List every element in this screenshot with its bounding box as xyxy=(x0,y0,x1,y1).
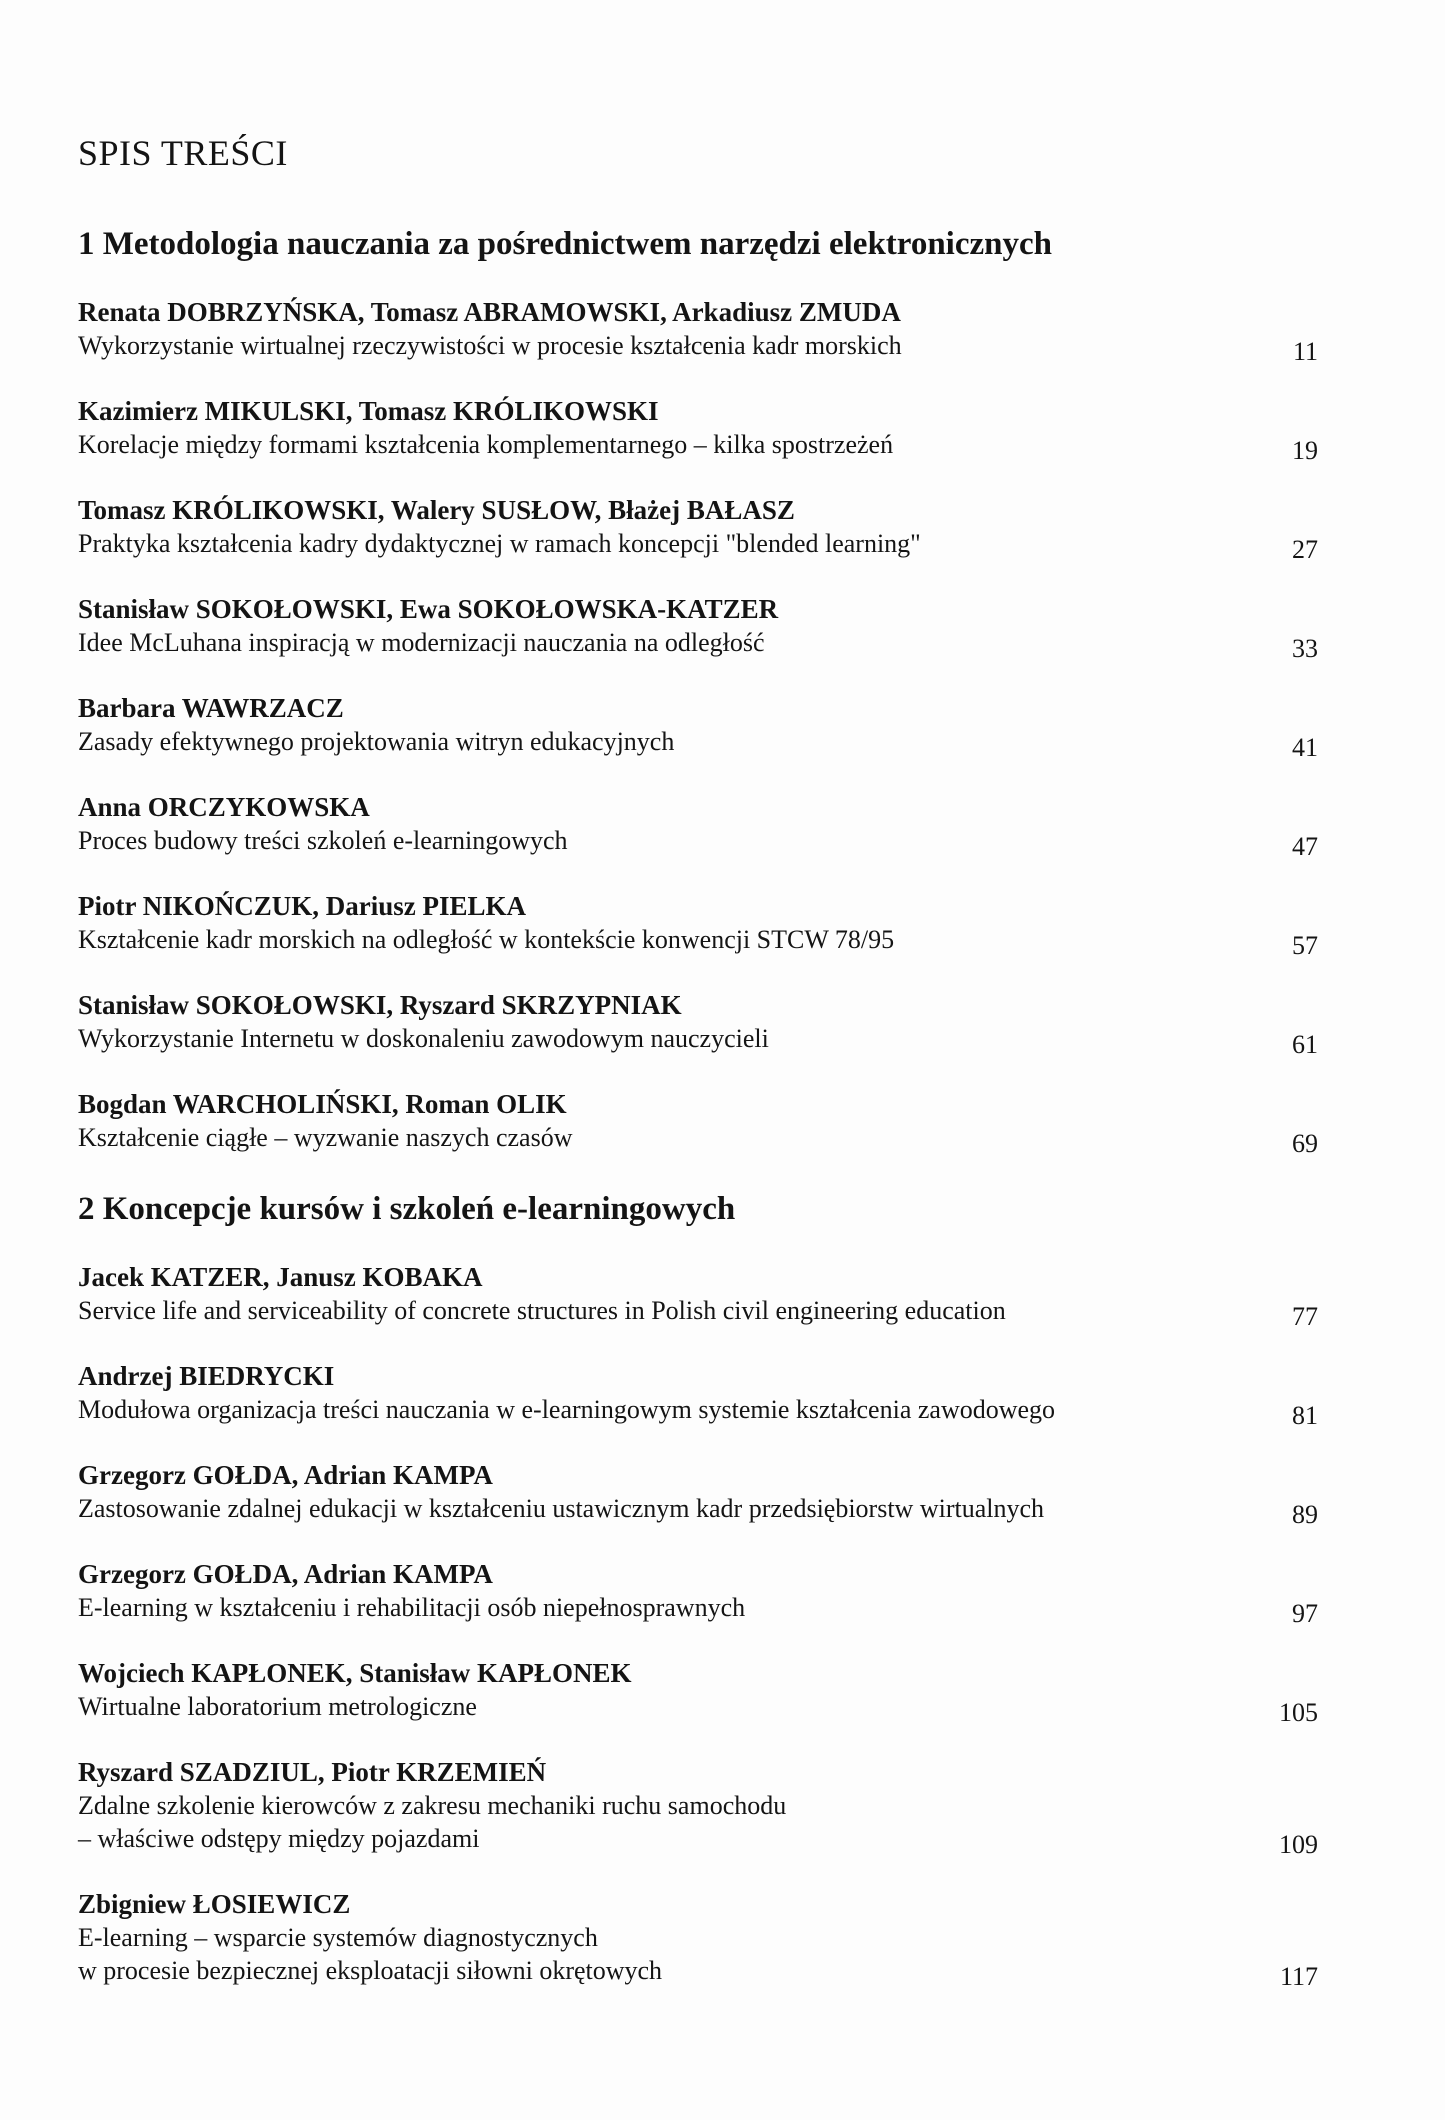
toc-entry xyxy=(78,692,1318,762)
toc-entry xyxy=(78,1459,1318,1529)
entry-page-number: 97 xyxy=(1292,1599,1318,1628)
toc-entry xyxy=(78,1888,1318,1991)
entry-title: Service life and serviceability of concrete structures in Polish civil engineering education xyxy=(78,1296,1006,1325)
entry-title: – właściwe odstępy między pojazdami xyxy=(78,1824,480,1853)
entry-page-number: 117 xyxy=(1279,1962,1318,1991)
entry-authors: Zbigniew ŁOSIEWICZ xyxy=(78,1889,351,1919)
entry-title: Idee McLuhana inspiracją w modernizacji nauczania na odległość xyxy=(78,628,765,657)
entry-authors: Grzegorz GOŁDA, Adrian KAMPA xyxy=(78,1559,493,1589)
entry-page-number: 57 xyxy=(1292,931,1318,960)
toc-entry xyxy=(78,1756,1318,1859)
toc-entry xyxy=(78,1088,1318,1158)
entry-authors: Stanisław SOKOŁOWSKI, Ewa SOKOŁOWSKA-KATZER xyxy=(78,594,779,624)
toc-entry xyxy=(78,1657,1318,1727)
entry-page-number: 105 xyxy=(1279,1698,1318,1727)
entry-page-number: 33 xyxy=(1292,634,1318,663)
entry-authors: Ryszard SZADZIUL, Piotr KRZEMIEŃ xyxy=(78,1757,547,1787)
entry-page-number: 27 xyxy=(1292,535,1318,564)
entry-title: Wykorzystanie wirtualnej rzeczywistości w procesie kształcenia kadr morskich xyxy=(78,331,902,360)
entry-title: Zasady efektywnego projektowania witryn edukacyjnych xyxy=(78,727,675,756)
entry-title: Zastosowanie zdalnej edukacji w kształceniu ustawicznym kadr przedsiębiorstw wirtualnych xyxy=(78,1494,1045,1523)
entry-page-number: 81 xyxy=(1292,1401,1318,1430)
entry-title: Wirtualne laboratorium metrologiczne xyxy=(78,1692,477,1721)
entry-title: Praktyka kształcenia kadry dydaktycznej w ramach koncepcji "blended learning" xyxy=(78,529,921,558)
entry-page-number: 61 xyxy=(1292,1030,1318,1059)
toc-entry xyxy=(78,791,1318,861)
entry-authors: Anna ORCZYKOWSKA xyxy=(78,792,370,822)
table-of-contents xyxy=(78,222,1318,2020)
entry-title: Kształcenie ciągłe – wyzwanie naszych czasów xyxy=(78,1123,573,1152)
toc-entry xyxy=(78,593,1318,663)
entry-authors: Piotr NIKOŃCZUK, Dariusz PIELKA xyxy=(78,891,527,921)
entry-title: Zdalne szkolenie kierowców z zakresu mechaniki ruchu samochodu xyxy=(78,1791,787,1820)
entry-page-number: 41 xyxy=(1292,733,1318,762)
entry-title: w procesie bezpiecznej eksploatacji siłowni okrętowych xyxy=(78,1956,663,1985)
entry-authors: Renata DOBRZYŃSKA, Tomasz ABRAMOWSKI, Arkadiusz ZMUDA xyxy=(78,297,901,327)
entry-page-number: 109 xyxy=(1279,1830,1318,1859)
entry-title: Kształcenie kadr morskich na odległość w kontekście konwencji STCW 78/95 xyxy=(78,925,895,954)
entry-title: Modułowa organizacja treści nauczania w e-learningowym systemie kształcenia zawodowego xyxy=(78,1395,1056,1424)
entry-authors: Tomasz KRÓLIKOWSKI, Walery SUSŁOW, Błażej BAŁASZ xyxy=(78,495,795,525)
toc-entry xyxy=(78,890,1318,960)
entry-title: Wykorzystanie Internetu w doskonaleniu zawodowym nauczycieli xyxy=(78,1024,769,1053)
entry-authors: Kazimierz MIKULSKI, Tomasz KRÓLIKOWSKI xyxy=(78,396,659,426)
entry-authors: Wojciech KAPŁONEK, Stanisław KAPŁONEK xyxy=(78,1658,632,1688)
entry-title: Korelacje między formami kształcenia komplementarnego – kilka spostrzeżeń xyxy=(78,430,894,459)
entry-page-number: 89 xyxy=(1292,1500,1318,1529)
entry-authors: Stanisław SOKOŁOWSKI, Ryszard SKRZYPNIAK xyxy=(78,990,682,1020)
section-heading: 2 Koncepcje kursów i szkoleń e-learningowych xyxy=(78,1191,736,1227)
toc-entry xyxy=(78,395,1318,465)
entry-title: Proces budowy treści szkoleń e-learningowych xyxy=(78,826,568,855)
toc-entry xyxy=(78,1558,1318,1628)
page-title: SPIS TREŚCI xyxy=(78,133,288,173)
entry-authors: Andrzej BIEDRYCKI xyxy=(78,1361,335,1391)
entry-page-number: 11 xyxy=(1292,337,1318,366)
entry-title: E-learning – wsparcie systemów diagnostycznych xyxy=(78,1923,598,1952)
toc-entry xyxy=(78,296,1318,366)
entry-page-number: 47 xyxy=(1292,832,1318,861)
entry-authors: Barbara WAWRZACZ xyxy=(78,693,344,723)
toc-entry xyxy=(78,1261,1318,1331)
entry-authors: Grzegorz GOŁDA, Adrian KAMPA xyxy=(78,1460,493,1490)
entry-page-number: 77 xyxy=(1292,1302,1318,1331)
toc-entry xyxy=(78,494,1318,564)
section-heading: 1 Metodologia nauczania za pośrednictwem narzędzi elektronicznych xyxy=(78,226,1052,262)
toc-entry xyxy=(78,1360,1318,1430)
entry-page-number: 69 xyxy=(1292,1129,1318,1158)
entry-authors: Bogdan WARCHOLIŃSKI, Roman OLIK xyxy=(78,1089,567,1119)
toc-entry xyxy=(78,989,1318,1059)
entry-authors: Jacek KATZER, Janusz KOBAKA xyxy=(78,1262,483,1292)
entry-page-number: 19 xyxy=(1292,436,1318,465)
entry-title: E-learning w kształceniu i rehabilitacji osób niepełnosprawnych xyxy=(78,1593,746,1622)
